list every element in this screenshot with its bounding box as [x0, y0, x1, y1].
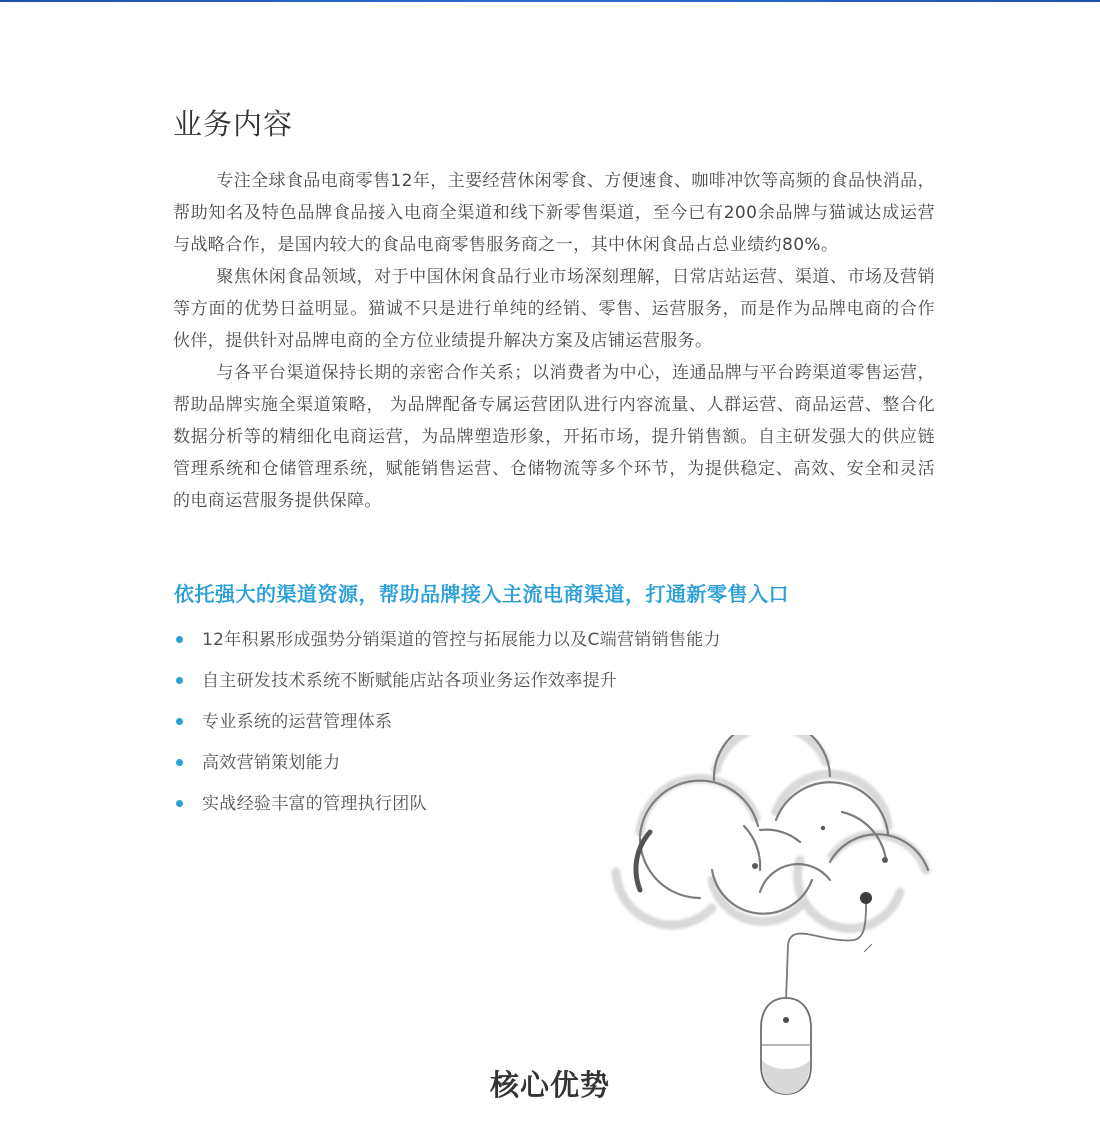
paragraph-3: 与各平台渠道保持长期的亲密合作关系；以消费者为中心，连通品牌与平台跨渠道零售运营，帮助品牌实施全渠道策略， 为品牌配备专属运营团队进行内容流量、人群运营、商品运营、整合化数据分析等的精细化电商运营，为品牌塑造形象，开拓市场，提升销售额。自主研发强大的供应链管理系统和仓储管理系统，赋能销售运营、仓储物流等多个环节，为提供稳定、高效、安全和灵活的电商运营服务提供保障。	[173, 363, 935, 511]
list-item-text: 高效营销策划能力	[202, 752, 341, 773]
top-divider	[0, 0, 1100, 2]
list-item-text: 12年积累形成强势分销渠道的管控与拓展能力以及C端营销销售能力	[202, 629, 721, 650]
list-item-text: 自主研发技术系统不断赋能店站各项业务运作效率提升	[202, 670, 618, 691]
paragraph-1: 专注全球食品电商零售12年，主要经营休闲零食、方便速食、咖啡冲饮等高频的食品快消品，帮助知名及特色品牌食品接入电商全渠道和线下新零售渠道，至今已有200余品牌与猫诚达成运营与战略合作，是国内较大的食品电商零售服务商之一，其中休闲食品占总业绩约80%。	[173, 171, 935, 255]
bullet-dot-icon	[176, 718, 183, 725]
list-item	[176, 622, 721, 663]
paragraph-2: 聚焦休闲食品领域，对于中国休闲食品行业市场深刻理解，日常店站运营、渠道、市场及营销等方面的优势日益明显。猫诚不只是进行单纯的经销、零售、运营服务，而是作为品牌电商的合作伙伴，提供针对品牌电商的全方位业绩提升解决方案及店铺运营服务。	[173, 267, 935, 351]
bullet-dot-icon	[176, 677, 183, 684]
bullet-dot-icon	[176, 759, 183, 766]
list-item-text: 实战经验丰富的管理执行团队	[202, 793, 427, 814]
bullet-dot-icon	[176, 636, 183, 643]
list-item-text: 专业系统的运营管理体系	[202, 711, 393, 732]
bullet-dot-icon	[176, 800, 183, 807]
list-item	[176, 663, 721, 704]
section-title: 业务内容	[173, 107, 294, 141]
cloud-brain-mouse-icon	[600, 735, 940, 1100]
core-advantages-title: 核心优势	[489, 1068, 610, 1102]
business-description	[173, 165, 935, 517]
highlight-subtitle: 依托强大的渠道资源，帮助品牌接入主流电商渠道，打通新零售入口	[174, 582, 789, 606]
